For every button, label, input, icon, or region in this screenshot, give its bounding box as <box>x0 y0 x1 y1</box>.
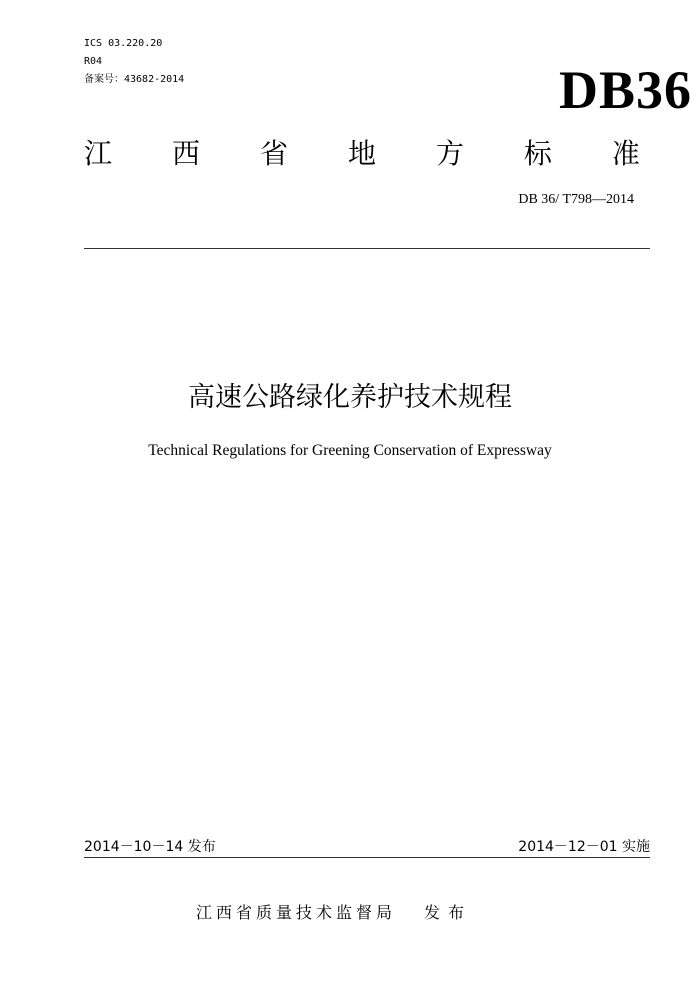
issue-label: 发布 <box>424 903 473 922</box>
standard-type-char: 准 <box>611 137 640 170</box>
classification-code: R04 <box>84 56 103 67</box>
standard-type-char: 江 <box>84 137 113 170</box>
standard-type-char: 西 <box>171 137 200 170</box>
standard-type-char: 地 <box>347 137 376 170</box>
standard-number: DB 36/ T798—2014 <box>518 192 634 207</box>
document-title-english: Technical Regulations for Greening Conservation of Expressway <box>148 442 552 459</box>
standard-type-char: 省 <box>259 137 288 170</box>
standard-type-char: 方 <box>435 137 464 170</box>
standard-type-heading <box>84 137 640 171</box>
header-divider <box>84 248 650 249</box>
implementation-date: 2014－12－01 实施 <box>518 839 650 855</box>
issuing-authority: 江西省质量技术监督局 <box>196 903 397 922</box>
issue-date: 2014－10－14 发布 <box>84 839 216 855</box>
standard-type-char: 标 <box>523 137 552 170</box>
document-title-chinese: 高速公路绿化养护技术规程 <box>188 382 512 413</box>
footer-divider <box>84 857 650 858</box>
record-number: 备案号：43682-2014 <box>84 74 185 85</box>
issuer-line <box>196 902 472 924</box>
standard-logo: DB36 <box>558 60 692 120</box>
ics-code: ICS 03.220.20 <box>84 38 163 49</box>
